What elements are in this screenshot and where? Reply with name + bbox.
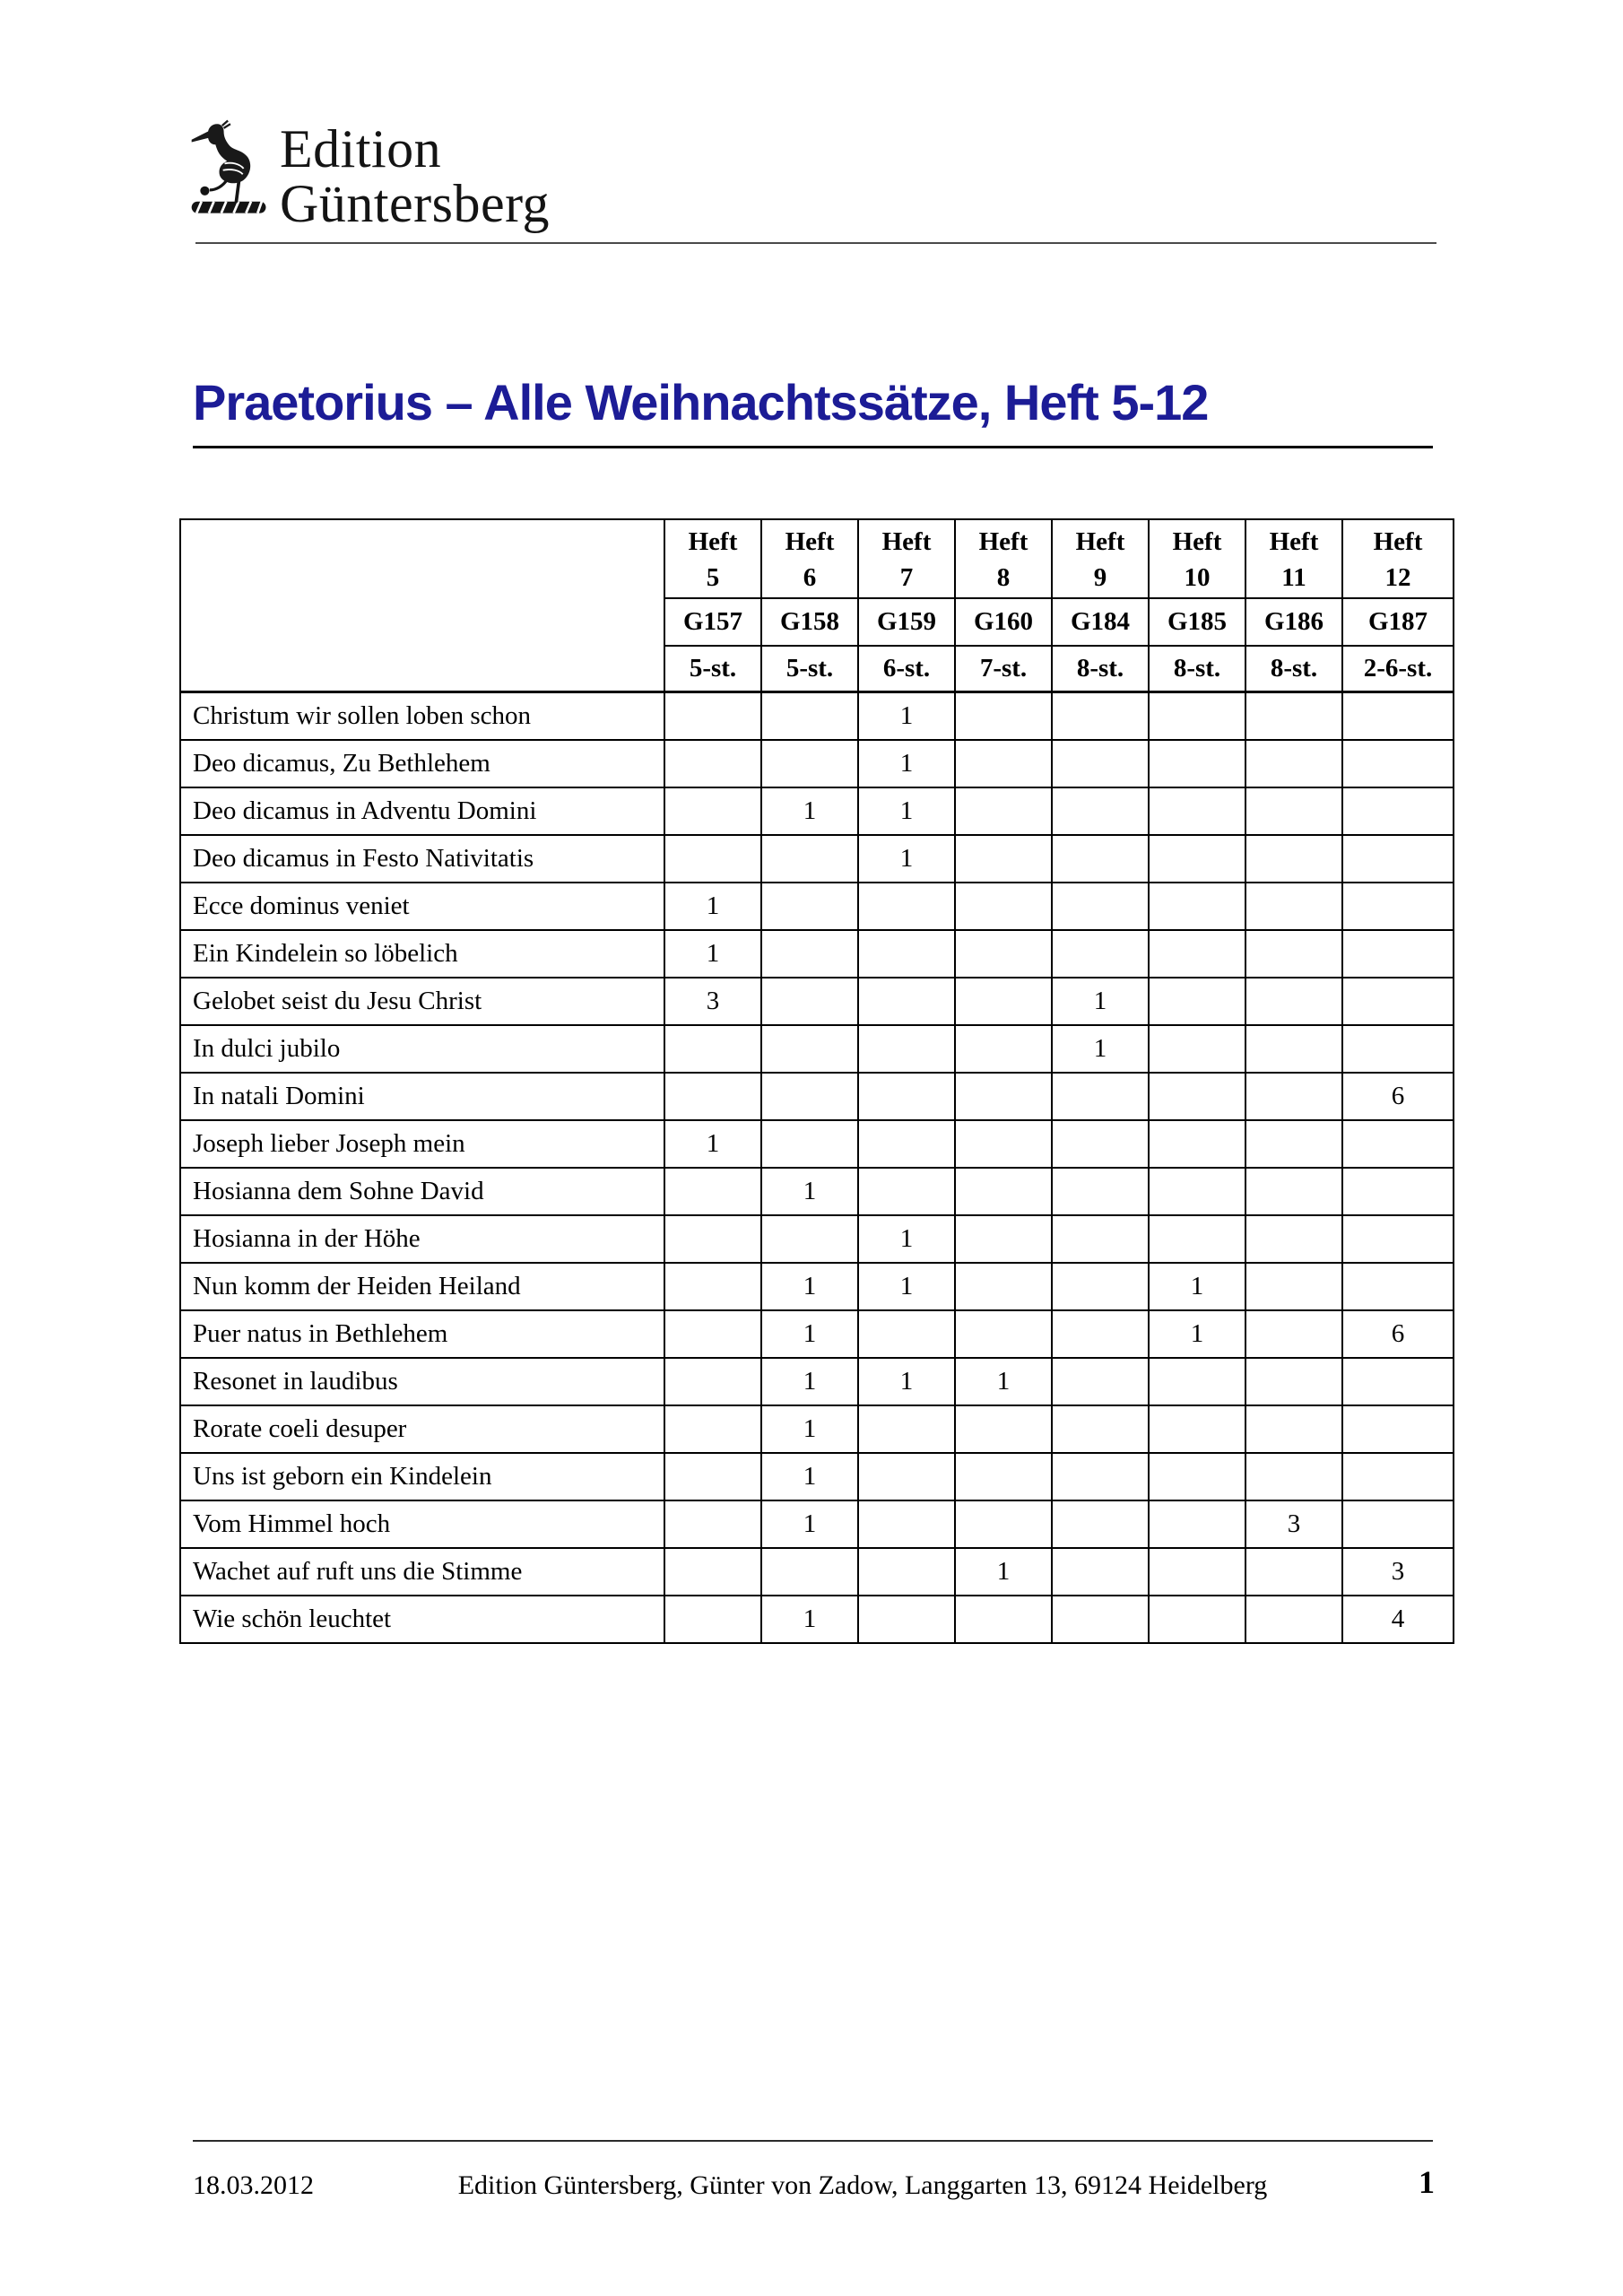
column-header-heft: [955, 519, 1052, 598]
count-cell: [1342, 1120, 1454, 1168]
table-row: [180, 930, 1454, 978]
count-cell: [955, 930, 1052, 978]
count-cell: 3: [1342, 1548, 1454, 1596]
heft-word: Heft: [881, 527, 932, 556]
count-cell: [1149, 883, 1245, 930]
count-cell: [1149, 930, 1245, 978]
count-cell: [1245, 1025, 1342, 1073]
count-cell: [858, 1596, 955, 1643]
column-header-voices: 8-st.: [1245, 646, 1342, 692]
logo-base: [192, 202, 266, 213]
piece-name-cell: Hosianna in der Höhe: [180, 1215, 664, 1263]
count-cell: [858, 1025, 955, 1073]
piece-name-cell: Wie schön leuchtet: [180, 1596, 664, 1643]
count-cell: [761, 740, 858, 787]
table-row: [180, 1120, 1454, 1168]
piece-name-cell: Christum wir sollen loben schon: [180, 692, 664, 741]
table-row: [180, 787, 1454, 835]
count-cell: [1052, 740, 1149, 787]
piece-name-cell: Rorate coeli desuper: [180, 1405, 664, 1453]
heft-word: Heft: [688, 527, 738, 556]
count-cell: [1052, 930, 1149, 978]
column-header-heft: [1245, 519, 1342, 598]
count-cell: [1052, 1500, 1149, 1548]
count-cell: [1342, 1025, 1454, 1073]
count-cell: [1052, 1358, 1149, 1405]
count-cell: 6: [1342, 1073, 1454, 1120]
piece-name-cell: Vom Himmel hoch: [180, 1500, 664, 1548]
count-cell: [1245, 1263, 1342, 1310]
heft-word: Heft: [785, 527, 835, 556]
count-cell: [1052, 1548, 1149, 1596]
piece-name-cell: Joseph lieber Joseph mein: [180, 1120, 664, 1168]
heft-number: 10: [1184, 563, 1211, 592]
column-header-heft: [858, 519, 955, 598]
count-cell: [858, 1548, 955, 1596]
count-cell: [664, 1215, 761, 1263]
piece-name-cell: Ein Kindelein so löbelich: [180, 930, 664, 978]
piece-name-cell: Wachet auf ruft uns die Stimme: [180, 1548, 664, 1596]
count-cell: [955, 1025, 1052, 1073]
count-cell: [858, 1310, 955, 1358]
count-cell: [1149, 1358, 1245, 1405]
count-cell: [858, 1500, 955, 1548]
count-cell: [664, 787, 761, 835]
count-cell: [1149, 835, 1245, 883]
works-table: [179, 518, 1454, 1644]
count-cell: [664, 1025, 761, 1073]
count-cell: [1342, 692, 1454, 741]
count-cell: [858, 883, 955, 930]
count-cell: [955, 692, 1052, 741]
column-header-voices: 8-st.: [1052, 646, 1149, 692]
count-cell: [955, 978, 1052, 1025]
count-cell: [1245, 1548, 1342, 1596]
count-cell: [664, 1500, 761, 1548]
count-cell: [1342, 978, 1454, 1025]
count-cell: 3: [664, 978, 761, 1025]
count-cell: [955, 1596, 1052, 1643]
count-cell: [1052, 1453, 1149, 1500]
heft-number: 8: [996, 563, 1011, 592]
column-header-voices: 2-6-st.: [1342, 646, 1454, 692]
count-cell: [955, 1310, 1052, 1358]
logo-line2: Güntersberg: [280, 174, 550, 233]
table-row: [180, 835, 1454, 883]
count-cell: [1245, 978, 1342, 1025]
count-cell: [1342, 1263, 1454, 1310]
heft-number: 7: [899, 563, 914, 592]
count-cell: [1149, 1025, 1245, 1073]
count-cell: [1149, 1215, 1245, 1263]
count-cell: 1: [1052, 978, 1149, 1025]
table-row: [180, 1453, 1454, 1500]
count-cell: [1245, 1596, 1342, 1643]
count-cell: [664, 1073, 761, 1120]
count-cell: [1149, 1405, 1245, 1453]
piece-name-cell: Resonet in laudibus: [180, 1358, 664, 1405]
count-cell: [955, 1073, 1052, 1120]
count-cell: 1: [761, 1405, 858, 1453]
footer-address: Edition Güntersberg, Günter von Zadow, Langgarten 13, 69124 Heidelberg: [457, 2170, 1268, 2200]
count-cell: 1: [858, 1215, 955, 1263]
count-cell: [761, 1215, 858, 1263]
count-cell: 4: [1342, 1596, 1454, 1643]
count-cell: [955, 1405, 1052, 1453]
table-corner-cell: [180, 519, 664, 692]
count-cell: 1: [761, 1500, 858, 1548]
count-cell: [664, 835, 761, 883]
count-cell: [1052, 1120, 1149, 1168]
table-row: [180, 1310, 1454, 1358]
column-header-heft: [761, 519, 858, 598]
count-cell: [955, 787, 1052, 835]
table-row: [180, 1596, 1454, 1643]
table-row: [180, 1548, 1454, 1596]
count-cell: [761, 692, 858, 741]
count-cell: [955, 1120, 1052, 1168]
column-header-code: G158: [761, 598, 858, 646]
count-cell: [1245, 1453, 1342, 1500]
table-row: [180, 692, 1454, 741]
count-cell: [664, 1358, 761, 1405]
heft-word: Heft: [1269, 527, 1319, 556]
count-cell: [1342, 1358, 1454, 1405]
piece-name-cell: Deo dicamus in Adventu Domini: [180, 787, 664, 835]
count-cell: [955, 1168, 1052, 1215]
count-cell: [1245, 1168, 1342, 1215]
column-header-code: G187: [1342, 598, 1454, 646]
count-cell: 1: [1052, 1025, 1149, 1073]
piece-name-cell: Hosianna dem Sohne David: [180, 1168, 664, 1215]
piece-name-cell: Puer natus in Bethlehem: [180, 1310, 664, 1358]
count-cell: [1342, 1500, 1454, 1548]
title-rule-divider: [193, 446, 1433, 448]
count-cell: 1: [761, 787, 858, 835]
count-cell: [858, 1073, 955, 1120]
count-cell: [1245, 1120, 1342, 1168]
column-header-heft: [664, 519, 761, 598]
count-cell: [1052, 1263, 1149, 1310]
count-cell: [664, 1405, 761, 1453]
count-cell: [1149, 1500, 1245, 1548]
heft-number: 11: [1281, 563, 1306, 592]
column-header-heft: [1342, 519, 1454, 598]
count-cell: [1245, 740, 1342, 787]
count-cell: [955, 1263, 1052, 1310]
count-cell: 1: [858, 787, 955, 835]
count-cell: [858, 930, 955, 978]
piece-name-cell: Deo dicamus, Zu Bethlehem: [180, 740, 664, 787]
count-cell: 1: [955, 1358, 1052, 1405]
count-cell: [858, 1168, 955, 1215]
count-cell: 1: [1149, 1310, 1245, 1358]
logo-rule-divider: [195, 242, 1436, 244]
column-header-code: G160: [955, 598, 1052, 646]
heft-word: Heft: [1373, 527, 1423, 556]
column-header-voices: 8-st.: [1149, 646, 1245, 692]
count-cell: [1052, 883, 1149, 930]
count-cell: [1149, 1168, 1245, 1215]
count-cell: [761, 883, 858, 930]
count-cell: [1245, 1215, 1342, 1263]
count-cell: 1: [1149, 1263, 1245, 1310]
count-cell: [1245, 1073, 1342, 1120]
count-cell: [1052, 692, 1149, 741]
count-cell: [1052, 1073, 1149, 1120]
heft-word: Heft: [978, 527, 1028, 556]
count-cell: [1052, 1310, 1149, 1358]
count-cell: 1: [664, 930, 761, 978]
count-cell: 1: [664, 1120, 761, 1168]
count-cell: [1052, 835, 1149, 883]
column-header-code: G184: [1052, 598, 1149, 646]
heft-word: Heft: [1172, 527, 1222, 556]
count-cell: [1149, 1073, 1245, 1120]
piece-name-cell: In natali Domini: [180, 1073, 664, 1120]
heft-number: 9: [1093, 563, 1107, 592]
count-cell: [664, 1263, 761, 1310]
count-cell: [1245, 692, 1342, 741]
footer-date: 18.03.2012: [193, 2170, 314, 2200]
count-cell: [761, 835, 858, 883]
table-row: [180, 1358, 1454, 1405]
count-cell: [761, 1120, 858, 1168]
heft-number: 5: [706, 563, 720, 592]
count-cell: [664, 1596, 761, 1643]
piece-name-cell: In dulci jubilo: [180, 1025, 664, 1073]
heft-number: 12: [1384, 563, 1411, 592]
count-cell: [1052, 1168, 1149, 1215]
count-cell: [1052, 1405, 1149, 1453]
count-cell: [1149, 787, 1245, 835]
count-cell: 1: [858, 1263, 955, 1310]
table-row: [180, 740, 1454, 787]
count-cell: [1245, 1310, 1342, 1358]
piece-name-cell: Uns ist geborn ein Kindelein: [180, 1453, 664, 1500]
count-cell: [955, 1500, 1052, 1548]
count-cell: [1149, 1596, 1245, 1643]
table-row: [180, 1073, 1454, 1120]
footer-rule-divider: [193, 2140, 1433, 2142]
count-cell: [955, 883, 1052, 930]
count-cell: 1: [761, 1263, 858, 1310]
count-cell: 1: [761, 1453, 858, 1500]
logo-wordmark: [280, 119, 550, 233]
count-cell: [858, 978, 955, 1025]
count-cell: [1342, 1405, 1454, 1453]
column-header-code: G185: [1149, 598, 1245, 646]
footer-page-number: 1: [1419, 2164, 1435, 2200]
column-header-code: G186: [1245, 598, 1342, 646]
heft-word: Heft: [1075, 527, 1125, 556]
count-cell: 1: [761, 1310, 858, 1358]
logo-line1: Edition: [280, 119, 442, 178]
count-cell: [664, 1168, 761, 1215]
count-cell: [1342, 740, 1454, 787]
column-header-voices: 5-st.: [664, 646, 761, 692]
column-header-code: G159: [858, 598, 955, 646]
count-cell: [1342, 787, 1454, 835]
count-cell: 1: [858, 692, 955, 741]
count-cell: [1052, 787, 1149, 835]
count-cell: [1052, 1215, 1149, 1263]
count-cell: [761, 930, 858, 978]
count-cell: 6: [1342, 1310, 1454, 1358]
count-cell: [1342, 1453, 1454, 1500]
count-cell: [761, 1548, 858, 1596]
count-cell: [664, 740, 761, 787]
count-cell: [1245, 787, 1342, 835]
count-cell: [1245, 930, 1342, 978]
table-row: [180, 1500, 1454, 1548]
heft-number: 6: [803, 563, 817, 592]
count-cell: [955, 740, 1052, 787]
count-cell: [1342, 930, 1454, 978]
count-cell: [1052, 1596, 1149, 1643]
column-header-voices: 5-st.: [761, 646, 858, 692]
piece-name-cell: Deo dicamus in Festo Nativitatis: [180, 835, 664, 883]
count-cell: [858, 1120, 955, 1168]
count-cell: [1245, 1358, 1342, 1405]
count-cell: [1342, 1215, 1454, 1263]
piece-name-cell: Ecce dominus veniet: [180, 883, 664, 930]
column-header-voices: 7-st.: [955, 646, 1052, 692]
piece-name-cell: Gelobet seist du Jesu Christ: [180, 978, 664, 1025]
count-cell: [1342, 883, 1454, 930]
column-header-heft: [1052, 519, 1149, 598]
heron-logo-icon: [188, 113, 271, 222]
table-row: [180, 1168, 1454, 1215]
column-header-heft: [1149, 519, 1245, 598]
table-row: [180, 1405, 1454, 1453]
count-cell: [1342, 1168, 1454, 1215]
count-cell: [761, 1073, 858, 1120]
column-header-voices: 6-st.: [858, 646, 955, 692]
count-cell: [664, 1310, 761, 1358]
count-cell: [761, 978, 858, 1025]
count-cell: [858, 1405, 955, 1453]
count-cell: [1149, 1120, 1245, 1168]
column-header-code: G157: [664, 598, 761, 646]
count-cell: 1: [858, 1358, 955, 1405]
count-cell: [858, 1453, 955, 1500]
table-row: [180, 1025, 1454, 1073]
count-cell: [1149, 1548, 1245, 1596]
count-cell: [1149, 978, 1245, 1025]
count-cell: [1245, 1405, 1342, 1453]
count-cell: 1: [858, 835, 955, 883]
count-cell: [1149, 1453, 1245, 1500]
header-row-heft: [180, 519, 1454, 598]
count-cell: [1245, 883, 1342, 930]
page-title: Praetorius – Alle Weihnachtssätze, Heft 5-12: [193, 374, 1209, 430]
count-cell: [664, 1453, 761, 1500]
count-cell: [664, 692, 761, 741]
count-cell: 1: [761, 1358, 858, 1405]
count-cell: 1: [664, 883, 761, 930]
count-cell: [1245, 835, 1342, 883]
table-row: [180, 978, 1454, 1025]
count-cell: [761, 1025, 858, 1073]
count-cell: [1149, 740, 1245, 787]
count-cell: 1: [761, 1168, 858, 1215]
count-cell: [1342, 835, 1454, 883]
count-cell: [955, 835, 1052, 883]
table-row: [180, 1263, 1454, 1310]
count-cell: [664, 1548, 761, 1596]
piece-name-cell: Nun komm der Heiden Heiland: [180, 1263, 664, 1310]
count-cell: 3: [1245, 1500, 1342, 1548]
count-cell: [955, 1453, 1052, 1500]
count-cell: 1: [858, 740, 955, 787]
count-cell: 1: [761, 1596, 858, 1643]
table-row: [180, 1215, 1454, 1263]
count-cell: [955, 1215, 1052, 1263]
count-cell: 1: [955, 1548, 1052, 1596]
count-cell: [1149, 692, 1245, 741]
table-row: [180, 883, 1454, 930]
